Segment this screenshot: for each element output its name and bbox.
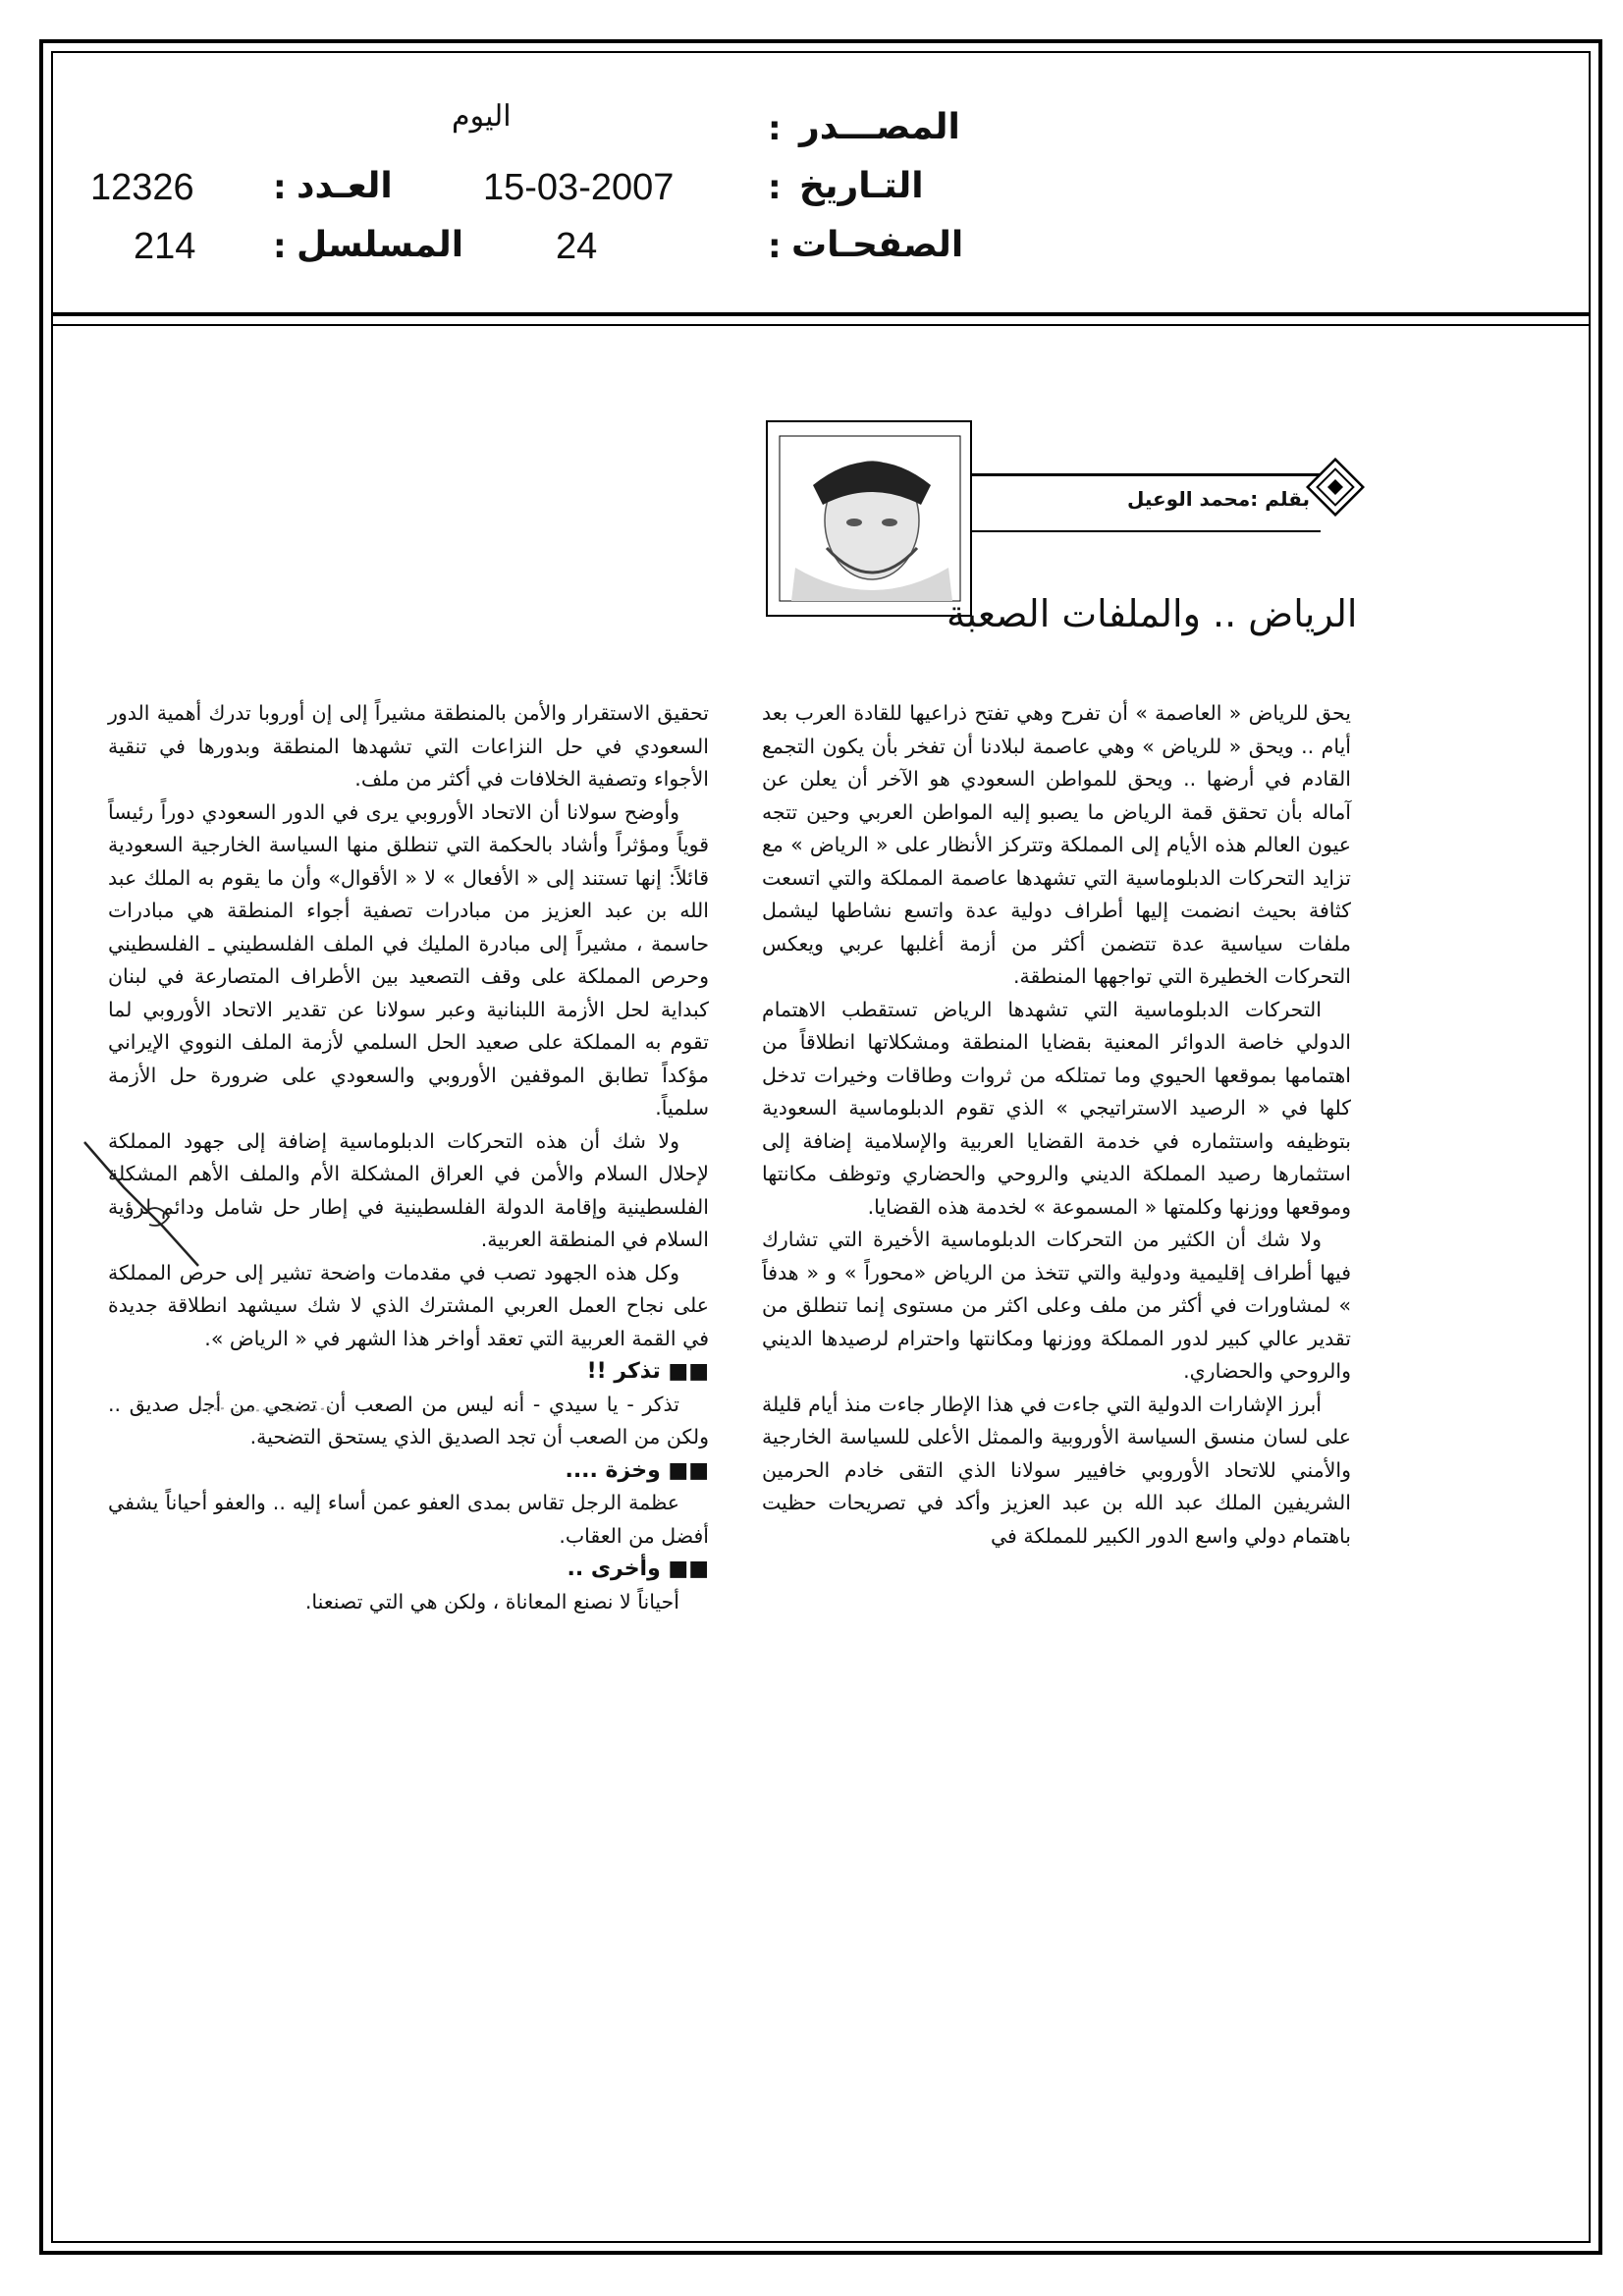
issue-colon: : <box>273 168 287 207</box>
serial-colon: : <box>273 227 287 266</box>
section-text-prick: عظمة الرجل تقاس بمدى العفو عمن أساء إليه .. والعفو أحياناً يشفي أفضل من العقاب. <box>108 1491 709 1548</box>
header-divider <box>51 312 1591 316</box>
date-value: 15-03-2007 <box>483 167 675 208</box>
right-paragraph-4: أبرز الإشارات الدولية التي جاءت في هذا الإطار جاءت منذ أيام قليلة على لسان منسق السياسة الأوروبية والممثل الأعلى للسياسة الخارجية والأمني للاتحاد الأوروبي خافيير سولانا الذي التقى خادم الحرمين الشريفين الملك عبد الله بن عبد العزيز وأكد في تصريحات حظيت باهتمام دولي واسع الدور الكبير للمملكة في <box>762 1392 1351 1548</box>
source-value: اليوم <box>452 99 512 134</box>
left-paragraph-1: تحقيق الاستقرار والأمن بالمنطقة مشيراً إلى إن أوروبا تدرك أهمية الدور السعودي في حل النزاعات التي تشهدها المنطقة وبدورها في تنقية الأجواء وتصفية الخلافات في أكثر من ملف. <box>108 701 709 791</box>
pen-scribble-mark <box>79 1134 216 1282</box>
source-colon: : <box>768 109 782 148</box>
pages-label: الصفحـات <box>791 225 964 265</box>
serial-label: المسلسل <box>297 225 464 265</box>
author-byline: بقلم :محمد الوعيل <box>1127 487 1311 511</box>
header-divider-thin <box>51 324 1591 326</box>
right-paragraph-1: يحق للرياض « العاصمة » أن تفرح وهي تفتح ذراعيها للقادة العرب بعد أيام .. ويحق « للرياض » وهي عاصمة لبلادنا أن تفخر بأن يكون التجمع القادم في أرضها .. ويحق للمواطن السعودي هو الآخر أن يعلن عن آماله بأن تحقق قمة الرياض ما يصبو إليه المواطن العربي وحين تتجه عيون العالم هذه الأيام إلى المملكة وتتركز الأنظار على « الرياض » مع تزايد التحركات الدبلوماسية التي تشهدها عاصمة المملكة والتي اتسعت كثافة بحيث انضمت إليها أطراف دولية عدة واتسع نشاطها ليشمل ملفات سياسية عدة تتضمن أكثر من أزمة أغلبها عربي ويعكس التحركات الخطيرة التي تواجهها المنطقة. <box>762 701 1351 988</box>
pages-colon: : <box>768 227 782 266</box>
right-paragraph-2: التحركات الدبلوماسية التي تشهدها الرياض تستقطب الاهتمام الدولي خاصة الدوائر المعنية بقضايا المنطقة ومشكلاتها انطلاقاً من اهتمامها بموقعها الحيوي وما تمتلكه من ثروات وطاقات وخيرات تدخل كلها في « الرصيد الاستراتيجي » الذي تقوم الدبلوماسية السعودية بتوظيفه واستثماره في خدمة القضايا العربية والإسلامية إضافة إلى استثمارها رصيد المملكة الديني والروحي والحضاري وتوظف مكانتها وموقعها ووزنها وكلمتها « المسموعة » لخدمة هذه القضايا. <box>762 997 1351 1219</box>
author-photo <box>766 420 972 617</box>
date-colon: : <box>768 168 782 207</box>
article-column-right <box>762 697 1351 1553</box>
pages-value: 24 <box>556 226 598 267</box>
byline-rule-bottom <box>972 530 1321 532</box>
section-heading-remember: ■■ تذكر !! <box>586 1359 709 1384</box>
column-emblem-icon <box>1306 458 1365 517</box>
byline-rule <box>972 473 1321 476</box>
left-paragraph-2: وأوضح سولانا أن الاتحاد الأوروبي يرى في الدور السعودي دوراً رئيساً قوياً ومؤثراً وأشاد بالحكمة التي تنطلق منها السياسة الخارجية السعودية قائلاً: إنها تستند إلى « الأفعال » لا « الأقوال» وأن ما يقوم به الملك عبد الله بن عبد العزيز من مبادرات تصفية أجواء المنطقة هي مبادرات حاسمة ، مشيراً إلى مبادرة المليك في الملف الفلسطيني ـ الفلسطيني وحرص المملكة على وقف التصعيد بين الأطراف المتصارعة في لبنان كبداية لحل الأزمة اللبنانية وعبر سولانا عن تقدير الاتحاد الأوروبي لما تقوم به المملكة على صعيد الحل السلمي لأزمة الملف النووي الإيراني مؤكداً تطابق الموقفين الأوروبي والسعودي على ضرورة حل الأزمة سلمياً. <box>108 799 709 1120</box>
left-paragraph-4: وكل هذه الجهود تصب في مقدمات واضحة تشير إلى حرص المملكة على نجاح العمل العربي المشترك الذي لا شك سيشهد انطلاقة جديدة في القمة العربية التي تعقد أواخر هذا الشهر في « الرياض ». <box>108 1260 709 1350</box>
left-paragraph-3: ولا شك أن هذه التحركات الدبلوماسية إضافة إلى جهود المملكة لإحلال السلام والأمن في العراق المشكلة الأم والملف الأهم المشكلة الفلسطينية وإقامة الدولة الفلسطينية في إطار حل شامل ودائم لرؤية السلام في المنطقة العربية. <box>108 1128 709 1251</box>
article-title: الرياض .. والملفات الصعبة <box>947 592 1358 635</box>
source-label: المصـــدر <box>799 107 960 147</box>
section-heading-prick: ■■ وخزة .... <box>565 1457 709 1483</box>
serial-value: 214 <box>134 226 196 267</box>
issue-value: 12326 <box>90 167 194 208</box>
section-text-remember: تذكر - يا سيدي - أنه ليس من الصعب أن تضحي من أجل صديق .. ولكن من الصعب أن تجد الصديق الذي يستحق التضحية. <box>108 1392 709 1449</box>
right-paragraph-3: ولا شك أن الكثير من التحركات الدبلوماسية الأخيرة التي تشارك فيها أطراف إقليمية ودولية والتي تتخذ من الرياض «محوراً » و « هدفاً » لمشاورات في أكثر من ملف وعلى اكثر من مستوى إنما تنطلق من تقدير عالي كبير لدور المملكة ووزنها ومكانتها واحترام لرصيدها الديني والروحي والحضاري. <box>762 1228 1351 1383</box>
section-heading-another: ■■ وأخرى .. <box>567 1557 709 1581</box>
faint-stamp-mark <box>196 1394 344 1424</box>
date-label: التـاريخ <box>799 166 924 206</box>
section-text-another: أحياناً لا نصنع المعاناة ، ولكن هي التي تصنعنا. <box>304 1589 679 1613</box>
issue-label: العـدد <box>297 166 393 206</box>
